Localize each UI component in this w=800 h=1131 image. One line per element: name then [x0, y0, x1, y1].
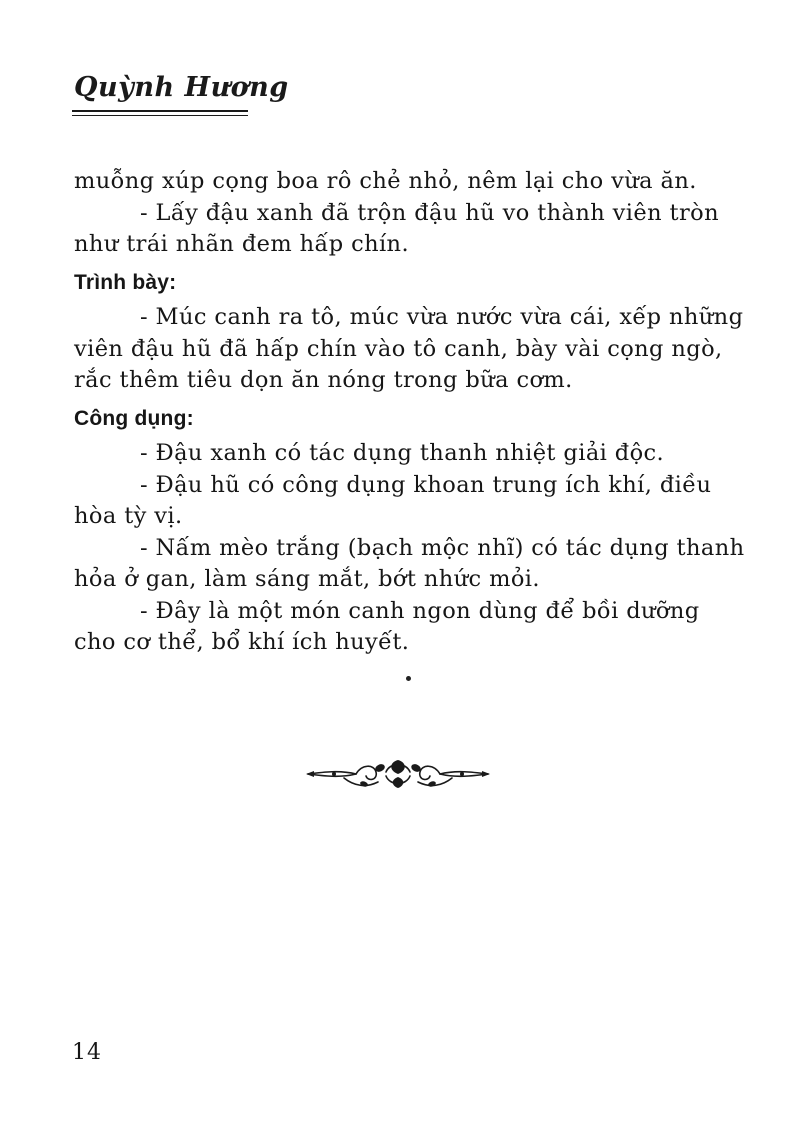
text-line: - Lấy đậu xanh đã trộn đậu hũ vo thành viên tròn — [140, 199, 719, 226]
section-heading-presentation: Trình bày: — [74, 270, 177, 294]
text-line: rắc thêm tiêu dọn ăn nóng trong bữa cơm. — [74, 367, 573, 393]
header-rule-thin — [72, 115, 248, 116]
page-number: 14 — [72, 1040, 102, 1065]
text-line: - Đây là một món canh ngon dùng để bồi dưỡng — [140, 597, 700, 624]
section-heading-uses: Công dụng: — [74, 406, 194, 430]
ink-dot — [406, 676, 411, 681]
recipe-text — [74, 166, 745, 659]
text-line: - Nấm mèo trắng (bạch mộc nhĩ) có tác dụng thanh — [140, 534, 745, 561]
header-title: Quỳnh Hương — [74, 72, 289, 103]
text-line: viên đậu hũ đã hấp chín vào tô canh, bày vài cọng ngò, — [74, 335, 723, 362]
text-line: cho cơ thể, bổ khí ích huyết. — [74, 629, 410, 655]
floral-divider-icon — [304, 752, 492, 796]
text-line: hỏa ở gan, làm sáng mắt, bớt nhức mỏi. — [74, 566, 540, 592]
text-line: - Múc canh ra tô, múc vừa nước vừa cái, xếp những — [140, 304, 744, 330]
text-line: - Đậu hũ có công dụng khoan trung ích khí, điều — [140, 471, 712, 498]
text-line: như trái nhãn đem hấp chín. — [74, 231, 409, 257]
text-line: - Đậu xanh có tác dụng thanh nhiệt giải độc. — [140, 440, 665, 466]
text-line: muỗng xúp cọng boa rô chẻ nhỏ, nêm lại cho vừa ăn. — [74, 168, 697, 194]
header-rule-thick — [72, 110, 248, 112]
running-header — [72, 70, 289, 126]
text-line: hòa tỳ vị. — [74, 503, 183, 529]
